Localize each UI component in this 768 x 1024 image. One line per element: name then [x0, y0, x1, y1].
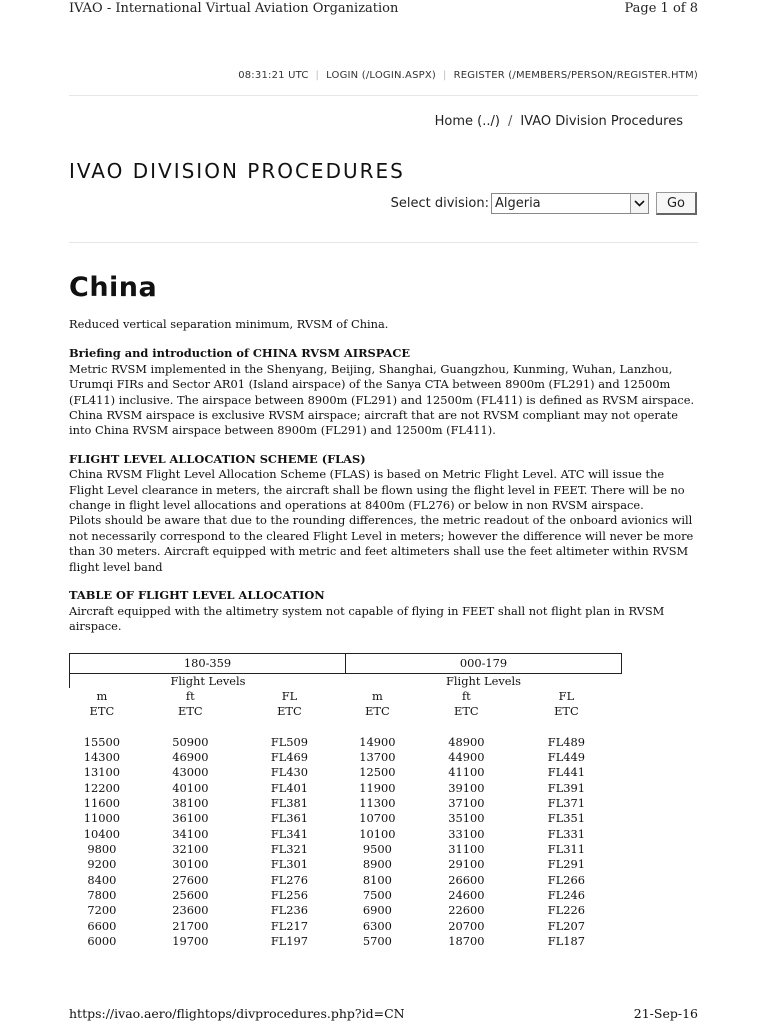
table-body: [69, 689, 622, 950]
table-row: [69, 842, 622, 857]
allocation-title-text: TABLE OF FLIGHT LEVEL ALLOCATION: [69, 588, 325, 603]
table-cell: 30100: [172, 857, 209, 872]
table-cell: 13100: [83, 765, 120, 780]
table-cell: ETC: [277, 704, 302, 719]
flas-line: than 30 meters. Aircraft equipped with metric and feet altimeters shall use the feet altimeter within RVSM: [69, 544, 689, 559]
division-heading: China: [69, 272, 158, 303]
allocation-line: Aircraft equipped with the altimetry system not capable of flying in FEET shall not flight plan in RVSM: [69, 603, 665, 618]
flas-line: Flight Level clearance in meters, the aircraft shall be flown using the flight level in FEET. There will be no: [69, 482, 685, 497]
flas-line: China RVSM Flight Level Allocation Scheme (FLAS) is based on Metric Flight Level. ATC will issue the: [69, 467, 665, 482]
table-cell: FL207: [547, 918, 586, 933]
table-cell: FL391: [547, 780, 586, 795]
table-cell: 26600: [448, 872, 485, 887]
table-cell: FL509: [270, 734, 309, 749]
table-cell: 36100: [172, 811, 209, 826]
briefing-line: into China RVSM airspace between 8900m (FL291) and 12500m (FL411).: [69, 423, 496, 438]
table-header-row: [69, 653, 622, 674]
header-eastbound: 000-179: [459, 656, 508, 670]
table-cell: 8900: [362, 857, 392, 872]
flas-title: [69, 452, 695, 467]
briefing-line: China RVSM airspace is exclusive RVSM airspace; aircraft that are not RVSM compliant may not operate: [69, 408, 678, 423]
table-cell: FL226: [547, 903, 586, 918]
table-cell: 41100: [448, 765, 485, 780]
print-header: [69, 0, 698, 18]
table-row: [69, 735, 622, 750]
table-cell: 14900: [359, 734, 396, 749]
table-cell: 37100: [448, 796, 485, 811]
table-cell: ETC: [178, 704, 203, 719]
table-cell: 7500: [362, 888, 392, 903]
table-cell: FL449: [547, 750, 586, 765]
table-cell: 11300: [359, 796, 396, 811]
table-row: [69, 919, 622, 934]
table-cell: FL: [558, 689, 575, 703]
table-cell: FL256: [270, 888, 309, 903]
table-cell: 13700: [359, 750, 396, 765]
table-row: [69, 781, 622, 796]
flight-levels-label: Flight Levels: [170, 674, 246, 688]
table-cell: ft: [185, 689, 195, 703]
table-cell: 11600: [83, 796, 120, 811]
table-cell: 23600: [172, 903, 209, 918]
etc-row: [69, 704, 622, 719]
table-cell: FL311: [547, 842, 586, 857]
briefing-line: (FL411) inclusive. The airspace between 8900m (FL291) and 12500m (FL411) is defined as RVSM airspace.: [69, 392, 695, 407]
division-selector: [391, 192, 697, 215]
table-cell: 5700: [362, 934, 392, 949]
table-cell: 9200: [87, 857, 117, 872]
table-cell: FL301: [270, 857, 309, 872]
table-cell: FL351: [547, 811, 586, 826]
table-cell: FL489: [547, 734, 586, 749]
divider: [69, 95, 698, 96]
register-link[interactable]: REGISTER (/MEMBERS/PERSON/REGISTER.HTM): [453, 70, 698, 81]
table-cell: 8400: [87, 872, 117, 887]
flas-line: not necessarily correspond to the cleared Flight Level in meters; however the difference will never be more: [69, 528, 694, 543]
table-cell: 20700: [448, 918, 485, 933]
briefing-line: Metric RVSM implemented in the Shenyang, Beijing, Shanghai, Guangzhou, Kunming, Wuhan, Lanzhou,: [69, 361, 673, 376]
table-cell: 15500: [83, 734, 120, 749]
table-cell: FL469: [270, 750, 309, 765]
allocation-title: [69, 588, 695, 603]
table-cell: 8100: [362, 872, 392, 887]
table-cell: FL197: [270, 934, 309, 949]
table-cell: 43000: [172, 765, 209, 780]
table-row: [69, 765, 622, 780]
table-cell: 11000: [83, 811, 120, 826]
table-cell: FL276: [270, 872, 309, 887]
briefing-title: [69, 346, 695, 361]
briefing-line: Urumqi FIRs and Sector AR01 (Island airspace) of the Sanya CTA between 8900m (FL291) and 12500m: [69, 377, 671, 392]
division-select[interactable]: [491, 193, 649, 214]
separator: |: [315, 70, 320, 81]
table-cell: FL: [281, 689, 298, 703]
utc-clock: 08:31:21 UTC: [238, 70, 309, 81]
breadcrumb-current: IVAO Division Procedures: [520, 114, 683, 129]
table-cell: FL187: [547, 934, 586, 949]
table-cell: 29100: [448, 857, 485, 872]
table-cell: ETC: [554, 704, 579, 719]
table-cell: 38100: [172, 796, 209, 811]
print-footer: [69, 1006, 698, 1021]
table-cell: 32100: [172, 842, 209, 857]
table-cell: 9800: [87, 842, 117, 857]
procedure-content: [69, 317, 695, 634]
table-cell: 14300: [83, 750, 120, 765]
table-row: [69, 857, 622, 872]
table-cell: m: [372, 689, 383, 703]
table-cell: ETC: [454, 704, 479, 719]
page-title: IVAO DIVISION PROCEDURES: [69, 159, 405, 183]
table-cell: ETC: [365, 704, 390, 719]
table-cell: 7200: [87, 903, 117, 918]
table-row: [69, 827, 622, 842]
top-bar: [69, 70, 698, 81]
breadcrumb-separator: /: [507, 114, 513, 129]
table-cell: 6300: [362, 918, 392, 933]
table-row: [69, 811, 622, 826]
table-cell: 46900: [172, 750, 209, 765]
separator: |: [443, 70, 447, 81]
table-row: [69, 903, 622, 918]
table-cell: FL381: [270, 796, 309, 811]
table-cell: 21700: [172, 918, 209, 933]
table-cell: 35100: [448, 811, 485, 826]
table-cell: FL246: [547, 888, 586, 903]
table-cell: ETC: [89, 704, 115, 719]
row-spacer: [69, 720, 622, 735]
table-cell: 40100: [172, 780, 209, 795]
table-cell: FL401: [270, 780, 309, 795]
flight-levels-row: [69, 674, 622, 688]
flas-title-text: FLIGHT LEVEL ALLOCATION SCHEME (FLAS): [69, 451, 366, 466]
table-row: [69, 873, 622, 888]
print-footer-date: 21-Sep-16: [633, 1006, 698, 1021]
table-cell: FL321: [270, 842, 309, 857]
table-cell: 18700: [448, 934, 485, 949]
print-header-title: IVAO - International Virtual Aviation Organization: [69, 1, 399, 16]
table-cell: 50900: [172, 734, 209, 749]
flas-line: change in flight level allocations and operations at 8400m (FL276) or below in non RVSM airspace.: [69, 498, 644, 513]
table-cell: 12200: [83, 780, 120, 795]
table-cell: 24600: [448, 888, 485, 903]
table-cell: FL266: [547, 872, 586, 887]
table-cell: 6000: [87, 934, 117, 949]
table-cell: 34100: [172, 826, 209, 841]
breadcrumb: [435, 114, 683, 129]
division-label: Select division:: [390, 196, 489, 211]
table-cell: 9500: [362, 842, 392, 857]
table-cell: 12500: [359, 765, 396, 780]
breadcrumb-home-link[interactable]: Home (../): [434, 114, 500, 129]
table-row: [69, 796, 622, 811]
header-westbound: 180-359: [70, 654, 346, 673]
table-row: [69, 934, 622, 949]
chevron-down-icon: [630, 194, 648, 213]
login-link[interactable]: LOGIN (/LOGIN.ASPX): [326, 70, 437, 81]
table-cell: 39100: [448, 780, 485, 795]
table-cell: 10400: [83, 826, 120, 841]
intro-text: Reduced vertical separation minimum, RVSM of China.: [69, 317, 389, 331]
table-cell: FL371: [547, 796, 586, 811]
table-cell: 6600: [87, 918, 117, 933]
briefing-title-text: Briefing and introduction of CHINA RVSM AIRSPACE: [69, 346, 411, 361]
table-cell: 25600: [172, 888, 209, 903]
table-cell: 27600: [172, 872, 209, 887]
flight-levels-label: Flight Levels: [446, 674, 521, 688]
table-cell: 10700: [359, 811, 396, 826]
go-button[interactable]: Go: [656, 192, 697, 215]
table-cell: FL291: [547, 857, 586, 872]
divider: [69, 242, 698, 243]
table-cell: FL441: [547, 765, 586, 780]
table-cell: FL430: [270, 765, 309, 780]
table-row: [69, 750, 622, 765]
flas-line: flight level band: [69, 559, 163, 574]
table-cell: 31100: [448, 842, 485, 857]
table-cell: 48900: [448, 734, 485, 749]
table-cell: FL236: [270, 903, 309, 918]
table-cell: 6900: [362, 903, 392, 918]
table-cell: m: [96, 689, 108, 703]
table-cell: FL361: [270, 811, 309, 826]
table-cell: FL331: [547, 826, 586, 841]
table-cell: FL341: [270, 826, 309, 841]
flight-level-table: [69, 653, 622, 950]
table-cell: ft: [461, 689, 471, 703]
print-footer-url: https://ivao.aero/flightops/divprocedures.php?id=CN: [69, 1006, 405, 1021]
table-cell: 11900: [359, 780, 396, 795]
division-select-value: Algeria: [494, 196, 541, 211]
units-row: [69, 689, 622, 704]
table-cell: 10100: [359, 826, 396, 841]
allocation-line: airspace.: [69, 618, 122, 633]
table-cell: 22600: [448, 903, 485, 918]
table-cell: 19700: [172, 934, 209, 949]
table-cell: 33100: [448, 826, 485, 841]
flas-line: Pilots should be aware that due to the rounding differences, the metric readout of the onboard avionics will: [69, 513, 693, 528]
table-cell: 7800: [87, 888, 117, 903]
print-page-number: Page 1 of 8: [624, 1, 698, 16]
table-cell: 44900: [448, 750, 485, 765]
table-row: [69, 888, 622, 903]
table-cell: FL217: [270, 918, 309, 933]
